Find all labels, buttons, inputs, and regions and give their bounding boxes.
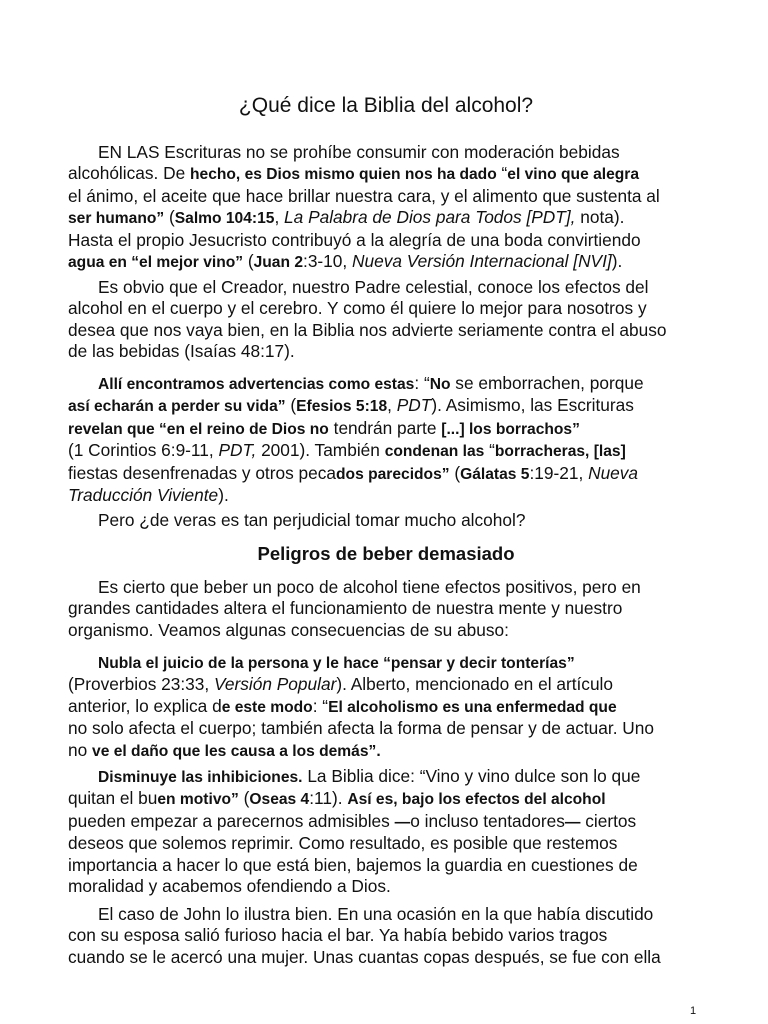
text-run: Disminuye las inhibiciones.	[98, 769, 303, 786]
text-run: grandes cantidades altera el funcionamiento de nuestra mente y nuestro	[68, 598, 623, 619]
paragraph-dangers	[68, 577, 704, 641]
text-run: borracheras, [las]	[494, 443, 626, 461]
text-run: no	[68, 739, 93, 760]
text-run: e este modo	[221, 698, 313, 716]
text-run: quitan el bu	[68, 788, 158, 809]
text-line	[68, 718, 704, 739]
text-line	[68, 463, 704, 485]
text-line	[68, 163, 704, 185]
text-run: desea que nos vaya bien, en la Biblia nos advierte seriamente contra el abuso	[68, 319, 667, 340]
paragraph-inhibitions	[68, 766, 704, 897]
text-line	[68, 833, 704, 854]
text-run: deseos que solemos reprimir. Como resultado, es posible que restemos	[68, 833, 618, 854]
text-line	[68, 620, 704, 641]
text-run: Hasta el propio Jesucristo contribuyó a la alegría de una boda convirtiendo	[68, 229, 641, 250]
text-run: ciertos	[580, 810, 637, 831]
text-run: La Palabra de Dios para Todos [PDT],	[284, 207, 576, 228]
text-line	[68, 904, 704, 925]
text-run: el vino que alegra	[507, 166, 640, 184]
text-line	[68, 230, 704, 251]
text-run: Salmo 104:15	[174, 210, 275, 228]
text-line	[68, 373, 704, 395]
text-run: (	[285, 395, 297, 416]
text-line	[68, 811, 704, 833]
text-line	[68, 440, 704, 462]
text-run: nota).	[575, 207, 625, 228]
text-run: : “	[414, 373, 430, 393]
text-run: el ánimo, el aceite que hace brillar nuestra cara, y el alimento que sustenta al	[68, 185, 660, 206]
paragraph-question	[68, 510, 704, 531]
text-line	[68, 341, 704, 362]
text-run: Oseas 4	[249, 791, 310, 809]
text-run: organismo. Veamos algunas consecuencias de su abuso:	[68, 619, 509, 640]
text-run: “	[496, 163, 508, 184]
text-run: agua en “el mejor vino”	[68, 254, 244, 272]
text-run: cuando se le acercó una mujer. Unas cuantas copas después, se fue con ella	[68, 946, 661, 967]
text-run: moralidad y acabemos ofendiendo a Dios.	[68, 876, 391, 897]
text-line	[68, 740, 704, 762]
text-run: o incluso tentadores	[410, 810, 565, 831]
text-run: anterior, lo explica d	[68, 695, 222, 716]
text-run: La Biblia dice: “Vino y vino dulce son lo que	[302, 766, 641, 786]
text-run: 2001). También	[256, 440, 385, 461]
text-run: Es cierto que beber un poco de alcohol tiene efectos positivos, pero en	[98, 577, 641, 597]
text-line	[68, 298, 704, 319]
text-run: tendrán parte	[328, 417, 442, 438]
text-line	[68, 320, 704, 341]
text-run: El alcoholismo es una enfermedad que	[328, 698, 617, 716]
text-run: fiestas desenfrenadas y otros peca	[68, 462, 337, 483]
text-line	[68, 142, 704, 163]
text-line	[68, 395, 704, 417]
text-run: Nueva	[588, 462, 639, 483]
text-run: Juan 2	[253, 254, 304, 272]
text-run: (1 Corintios 6:9-11,	[68, 440, 219, 461]
text-run: —	[394, 813, 411, 831]
text-line	[68, 855, 704, 876]
text-run: Efesios 5:18	[296, 398, 388, 416]
text-line	[68, 947, 704, 968]
text-line	[68, 577, 704, 598]
text-run: “	[484, 440, 495, 461]
text-run: No	[429, 376, 451, 393]
text-run: Pero ¿de veras es tan perjudicial tomar mucho alcohol?	[98, 510, 526, 530]
text-run: Así es, bajo los efectos del alcohol	[347, 791, 606, 809]
text-run: El caso de John lo ilustra bien. En una ocasión en la que había discutido	[98, 904, 654, 924]
text-run: EN LAS Escrituras no se prohíbe consumir con moderación bebidas	[98, 142, 620, 162]
paragraph-intro	[68, 142, 704, 273]
text-run: (Proverbios 23:33,	[68, 674, 215, 695]
text-run: se emborrachen, porque	[450, 373, 644, 393]
text-run: así echarán a perder su vida”	[68, 398, 286, 416]
text-run: PDT	[396, 395, 432, 416]
section-heading: Peligros de beber demasiado	[257, 543, 515, 564]
text-run: :3-10,	[303, 251, 353, 272]
text-line	[68, 510, 704, 531]
text-line	[68, 674, 704, 695]
text-run: Nubla el juicio de la persona y le hace “pensar y decir tonterías”	[98, 655, 575, 672]
text-run: no solo afecta el cuerpo; también afecta la forma de pensar y de actuar. Uno	[68, 718, 654, 739]
text-run: ). Asimismo, las Escrituras	[431, 395, 634, 416]
text-run: Allí encontramos advertencias como estas	[98, 376, 415, 393]
text-run: hecho, es Dios mismo quien nos ha dado	[190, 166, 497, 184]
text-line	[68, 485, 704, 506]
paragraph-creator	[68, 277, 704, 363]
text-run: de las bebidas (Isaías 48:17).	[68, 341, 295, 362]
text-run: ve el daño que les causa a los demás”.	[92, 742, 381, 760]
text-run: con su esposa salió furioso hacia el bar. Ya había bebido varios tragos	[68, 925, 608, 946]
text-run: ).	[218, 485, 229, 506]
text-run: dos parecidos”	[336, 465, 450, 483]
text-run: Gálatas 5	[460, 465, 530, 483]
text-run: Es obvio que el Creador, nuestro Padre celestial, conoce los efectos del	[98, 277, 649, 297]
text-run: importancia a hacer lo que está bien, bajemos la guardia en cuestiones de	[68, 854, 638, 875]
text-run: Versión Popular	[214, 674, 337, 695]
text-run: alcohol en el cuerpo y el cerebro. Y como él quiere lo mejor para nosotros y	[68, 298, 647, 319]
paragraph-john	[68, 904, 704, 968]
text-line	[68, 925, 704, 946]
text-line	[68, 598, 704, 619]
paragraph-warnings	[68, 373, 704, 506]
text-run: ). Alberto, mencionado en el artículo	[336, 674, 614, 695]
text-run: ,	[274, 207, 285, 228]
text-run: (	[449, 462, 461, 483]
text-run: ).	[611, 251, 623, 272]
text-run: (	[243, 251, 254, 272]
text-run: PDT,	[218, 440, 257, 461]
text-run: :19-21,	[529, 462, 589, 483]
paragraph-judgment	[68, 652, 704, 762]
text-run: (	[238, 788, 250, 809]
text-line	[68, 251, 704, 273]
text-line	[68, 652, 704, 674]
text-line	[68, 186, 704, 207]
text-run: [...] los borrachos”	[441, 420, 580, 438]
text-run: ser humano”	[68, 210, 165, 228]
text-run: (	[164, 207, 175, 228]
text-run: Traducción Viviente	[68, 485, 219, 506]
text-run: —	[564, 813, 581, 831]
text-line	[68, 876, 704, 897]
text-run: pueden empezar a parecernos admisibles	[68, 810, 395, 831]
text-run: en motivo”	[157, 791, 239, 809]
text-line	[68, 418, 704, 440]
text-run: : “	[312, 695, 329, 716]
text-line	[68, 788, 704, 810]
page-number: 1	[690, 1005, 697, 1017]
text-line	[68, 696, 704, 718]
text-run: Nueva Versión Internacional [NVI]	[352, 251, 612, 272]
text-run: ,	[387, 395, 397, 416]
text-run: revelan que “en el reino de Dios no	[68, 420, 329, 438]
text-run: :11).	[309, 788, 348, 809]
text-line	[68, 277, 704, 298]
text-line	[68, 766, 704, 788]
text-run: condenan las	[384, 443, 485, 461]
page-title: ¿Qué dice la Biblia del alcohol?	[238, 94, 534, 117]
text-run: alcohólicas. De	[68, 163, 190, 184]
text-line	[68, 207, 704, 229]
